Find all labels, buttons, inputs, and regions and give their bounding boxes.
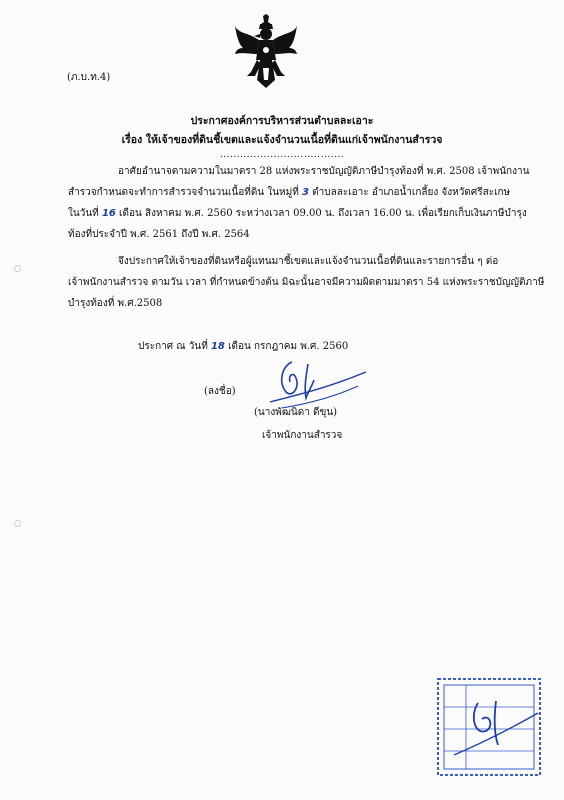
punch-hole [14, 265, 21, 272]
p1-line2-end: ตำบลละเอาะ อำเภอน้ำเกลี้ยง จังหวัดศรีสะเกษ [308, 187, 511, 198]
survey-day-handwritten: 16 [101, 208, 116, 219]
announce-prefix: ประกาศ ณ วันที่ [138, 341, 211, 352]
village-number-handwritten: 3 [302, 187, 309, 198]
signatory-position: เจ้าพนักงานสำรวจ [262, 430, 343, 441]
p1-line3-start: ในวันที่ [68, 208, 102, 219]
paragraph-2-line-2: เจ้าพนักงานสำรวจ ตามวัน เวลา ที่กำหนดข้างต้น มิฉะนั้นอาจมีความผิดตามมาตรา 54 แห่งพระราชบัญญัติภาษี [68, 277, 545, 288]
paragraph-1-line-2 [68, 182, 511, 203]
paragraph-2-line-1: จึงประกาศให้เจ้าของที่ดินหรือผู้แทนมาชี้เขตและแจ้งจำนวนเนื้อที่ดินและรายการอื่น ๆ ต่อ [118, 256, 499, 267]
notice-title: ประกาศองค์การบริหารส่วนตำบลละเอาะ [190, 115, 374, 127]
title-separator: ..................................... [219, 150, 345, 160]
paragraph-1-line-3 [68, 203, 527, 224]
receipt-stamp-icon [434, 673, 544, 781]
p1-line3-end: เดือน สิงหาคม พ.ศ. 2560 ระหว่างเวลา 09.00 น. ถึงเวลา 16.00 น. เพื่อเรียกเก็บเงินภาษีบำรุง [115, 208, 527, 219]
punch-hole [14, 520, 21, 527]
paragraph-1-line-1: อาศัยอำนาจตามความในมาตรา 28 แห่งพระราชบัญญัติภาษีบำรุงท้องที่ พ.ศ. 2508 เจ้าพนักงาน [118, 166, 530, 177]
p1-line2-start: สำรวจกำหนดจะทำการสำรวจจำนวนเนื้อที่ดิน ในหมู่ที่ [68, 187, 302, 198]
notice-subject: เรื่อง ให้เจ้าของที่ดินชี้เขตและแจ้งจำนวนเนื้อที่ดินแก่เจ้าพนักงานสำรวจ [121, 134, 443, 146]
signatory-name: (นางพัฒนิดา ดีขุน) [254, 407, 338, 418]
signed-label: (ลงชื่อ) [204, 386, 236, 397]
paragraph-1-line-4: ท้องที่ประจำปี พ.ศ. 2561 ถึงปี พ.ศ. 2564 [68, 229, 250, 240]
paragraph-2 [68, 251, 545, 314]
form-code: (ภ.บ.ท.4) [67, 72, 111, 83]
announce-suffix: เดือน กรกฎาคม พ.ศ. 2560 [224, 341, 349, 352]
paragraph-1 [68, 161, 530, 245]
announce-day-handwritten: 18 [210, 341, 225, 352]
garuda-emblem-icon [233, 14, 299, 90]
paragraph-2-line-3: บำรุงท้องที่ พ.ศ.2508 [68, 298, 163, 309]
